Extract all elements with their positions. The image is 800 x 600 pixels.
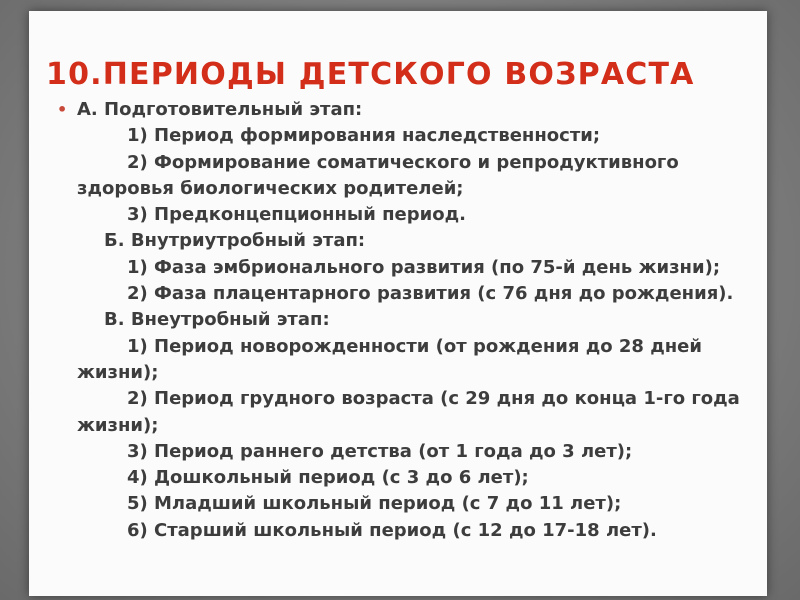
list-item: 5) Младший школьный период (с 7 до 11 лет); [127, 493, 622, 515]
list-item: 2) Период грудного возраста (с 29 дня до конца 1-го года жизни); [77, 388, 740, 436]
list-item: 3) Период раннего детства (от 1 года до 3 лет); [127, 440, 633, 462]
slide-title: 10.ПЕРИОДЫ ДЕТСКОГО ВОЗРАСТА [46, 57, 695, 92]
slide-body [52, 97, 742, 544]
list-item: 2) Фаза плацентарного развития (с 76 дня до рождения). [127, 283, 734, 305]
stage-c-heading: В. Внеутробный этап: [104, 309, 330, 331]
list-item [52, 97, 742, 123]
list-item: 2) Формирование соматического и репродуктивного здоровья биологических родителей; [77, 151, 679, 199]
list-item: 6) Старший школьный период (с 12 до 17-18 лет). [127, 519, 657, 541]
list-item: 4) Дошкольный период (с 3 до 6 лет); [127, 467, 529, 489]
bullet-icon: • [57, 100, 68, 119]
list-item: 1) Фаза эмбрионального развития (по 75-й день жизни); [127, 256, 721, 278]
list-item: 3) Предконцепционный период. [127, 204, 466, 226]
stage-a-heading: А. Подготовительный этап: [77, 99, 363, 120]
stage-b-heading: Б. Внутриутробный этап: [104, 230, 366, 252]
list-item: 1) Период новорожденности (от рождения до 28 дней жизни); [77, 335, 702, 383]
slide [29, 11, 767, 596]
list-item: 1) Период формирования наследственности; [127, 125, 601, 147]
